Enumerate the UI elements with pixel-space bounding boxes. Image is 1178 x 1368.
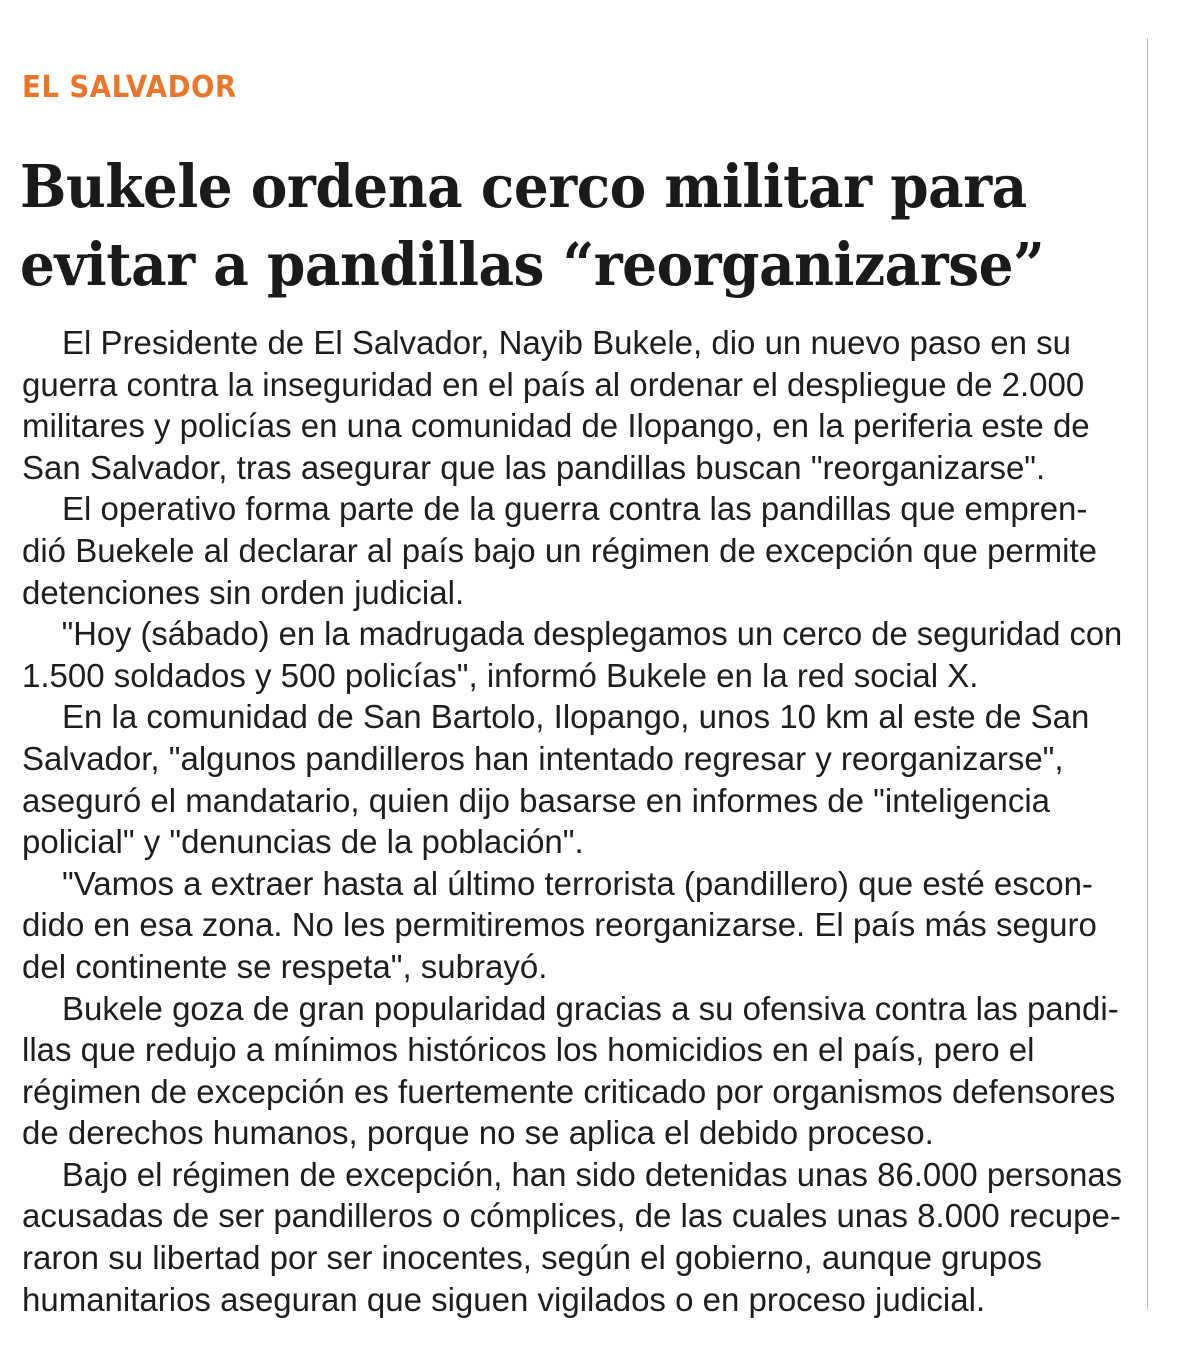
article-line: El Presidente de El Salvador, Nayib Bukele, dio un nuevo paso en su <box>62 324 1071 361</box>
article-line: de derechos humanos, porque no se aplica el debido proceso. <box>22 1114 934 1152</box>
article-line: Bukele goza de gran popularidad gracias a su ofensiva contra las pandi- <box>62 989 1119 1027</box>
article-line: régimen de excepción es fuertemente criticado por organismos defensores <box>22 1072 1116 1110</box>
article-line: guerra contra la inseguridad en el país al ordenar el despliegue de 2.000 <box>22 365 1085 403</box>
headline-line-2: evitar a pandillas “reorganizarse” <box>20 230 1045 299</box>
headline-line-1: Bukele ordena cerco militar para <box>20 152 1027 221</box>
article-line: El operativo forma parte de la guerra contra las pandillas que empren- <box>62 490 1088 528</box>
article-line: llas que redujo a mínimos históricos los homicidios en el país, pero el <box>22 1031 1035 1069</box>
article-line: Bajo el régimen de excepción, han sido detenidas unas 86.000 personas <box>61 1155 1123 1193</box>
article-body <box>22 322 1122 1320</box>
article-line: humanitarios aseguran que siguen vigilados o en proceso judicial. <box>22 1280 986 1318</box>
article-line: policial" y "denuncias de la población". <box>22 823 584 861</box>
article-line: militares y policías en una comunidad de Ilopango, en la periferia este de <box>22 407 1090 445</box>
article-line: raron su libertad por ser inocentes, según el gobierno, aunque grupos <box>22 1239 1043 1277</box>
column-divider <box>1147 38 1148 1310</box>
article-line: Salvador, "algunos pandilleros han intentado regresar y reorganizarse", <box>22 739 1064 777</box>
article-line: detenciones sin orden judicial. <box>22 573 465 611</box>
article-line: aseguró el mandatario, quien dijo basarse en informes de "inteligencia <box>22 781 1051 819</box>
article-line: dió Buekele al declarar al país bajo un régimen de excepción que permite <box>22 531 1097 569</box>
article-line: dido en esa zona. No les permitiremos reorganizarse. El país más seguro <box>22 906 1097 944</box>
article-line: "Vamos a extraer hasta al último terrorista (pandillero) que esté escon- <box>62 864 1093 902</box>
headline <box>20 148 1062 304</box>
article-line: 1.500 soldados y 500 policías", informó Bukele en la red social X. <box>22 656 979 694</box>
article-line: del continente se respeta", subrayó. <box>22 947 548 985</box>
section-label: EL SALVADOR <box>22 70 237 105</box>
article-line: acusadas de ser pandilleros o cómplices, de las cuales unas 8.000 recupe- <box>22 1197 1121 1235</box>
article-line: San Salvador, tras asegurar que las pandillas buscan "reorganizarse". <box>22 448 1046 486</box>
article-line: "Hoy (sábado) en la madrugada desplegamos un cerco de seguridad con <box>61 615 1123 653</box>
article-line: En la comunidad de San Bartolo, Ilopango, unos 10 km al este de San <box>62 698 1090 736</box>
